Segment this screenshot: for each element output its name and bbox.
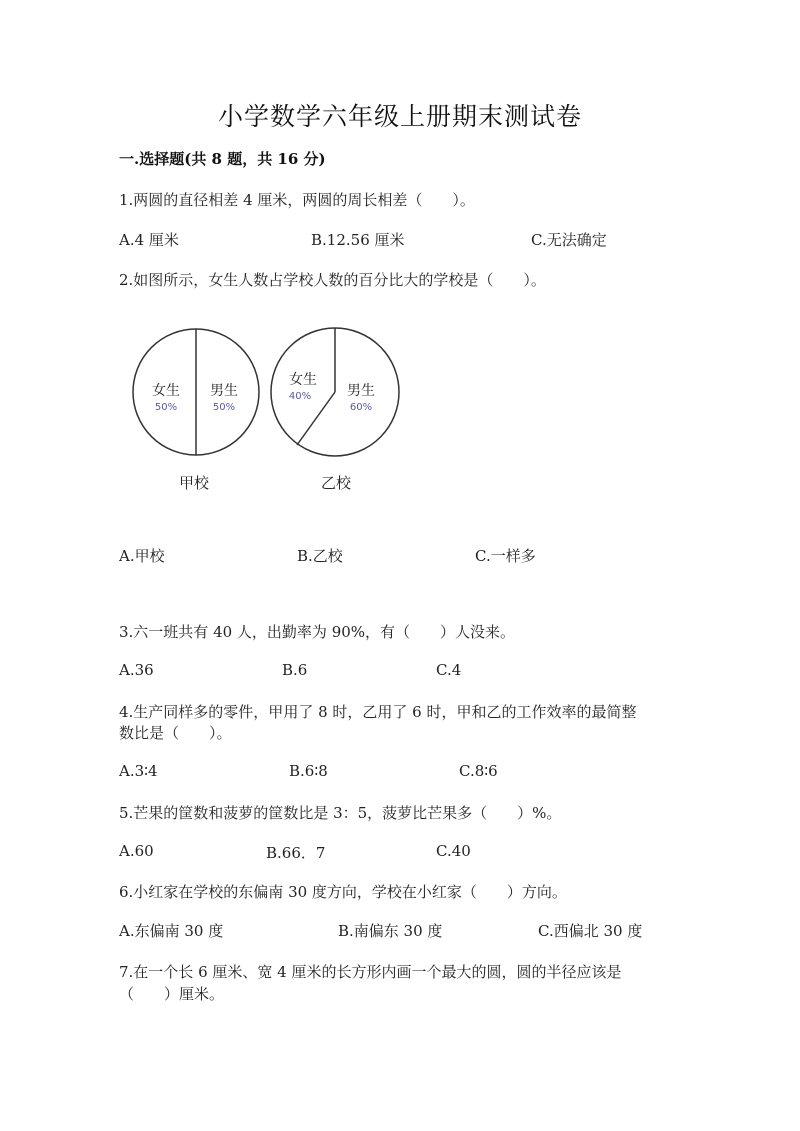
q6-option-a: A.东偏南 30 度 [119, 922, 224, 940]
q3-option-c: C.4 [436, 661, 462, 679]
q6-option-c: C.西偏北 30 度 [538, 922, 643, 940]
q1-option-b: B.12.56 厘米 [311, 231, 405, 249]
school-a-boys-label: 男生 [210, 383, 238, 399]
school-a-name: 甲校 [178, 474, 210, 492]
q4-option-a: A.3∶4 [119, 762, 158, 780]
pie-chart-figure [128, 325, 418, 500]
question-4-line-2: 数比是（ ）。 [119, 724, 232, 742]
school-b-boys-label: 男生 [347, 383, 375, 399]
question-7-line-2: （ ）厘米。 [119, 985, 225, 1003]
q2-option-b: B.乙校 [297, 547, 343, 565]
q4-option-c: C.8∶6 [459, 762, 498, 780]
q5-option-b: B.66．7 [266, 844, 326, 862]
question-4-line-1: 4.生产同样多的零件，甲用了 8 时，乙用了 6 时，甲和乙的工作效率的最简整 [119, 703, 637, 721]
question-2: 2.如图所示，女生人数占学校人数的百分比大的学校是（ ）。 [119, 271, 546, 289]
q3-option-a: A.36 [119, 661, 154, 679]
question-3: 3.六一班共有 40 人，出勤率为 90%，有（ ）人没来。 [119, 623, 516, 641]
school-a-boys-pct: 50% [212, 402, 236, 413]
q1-option-c: C.无法确定 [531, 231, 607, 249]
q1-option-a: A.4 厘米 [119, 231, 179, 249]
question-1: 1.两圆的直径相差 4 厘米，两圆的周长相差（ ）。 [119, 191, 475, 209]
q4-option-b: B.6∶8 [289, 762, 328, 780]
question-7-line-1: 7.在一个长 6 厘米、宽 4 厘米的长方形内画一个最大的圆，圆的半径应该是 [119, 963, 622, 981]
section-heading: 一.选择题(共 8 题，共 16 分) [119, 150, 326, 168]
q6-option-b: B.南偏东 30 度 [338, 922, 443, 940]
question-5: 5.芒果的筐数和菠萝的筐数比是 3：5，菠萝比芒果多（ ）%。 [119, 804, 562, 822]
school-b-boys-pct: 60% [349, 402, 373, 413]
q3-option-b: B.6 [282, 661, 308, 679]
q2-option-c: C.一样多 [475, 547, 536, 565]
school-b-girls-pct: 40% [288, 391, 312, 402]
q2-option-a: A.甲校 [119, 547, 165, 565]
q5-option-a: A.60 [119, 842, 154, 860]
school-a-girls-pct: 50% [154, 402, 178, 413]
school-a-girls-label: 女生 [152, 383, 180, 399]
school-b-name: 乙校 [320, 474, 352, 492]
page-title: 小学数学六年级上册期末测试卷 [217, 102, 582, 131]
question-6: 6.小红家在学校的东偏南 30 度方向，学校在小红家（ ）方向。 [119, 883, 567, 901]
school-b-girls-label: 女生 [289, 372, 317, 388]
q5-option-c: C.40 [436, 842, 471, 860]
